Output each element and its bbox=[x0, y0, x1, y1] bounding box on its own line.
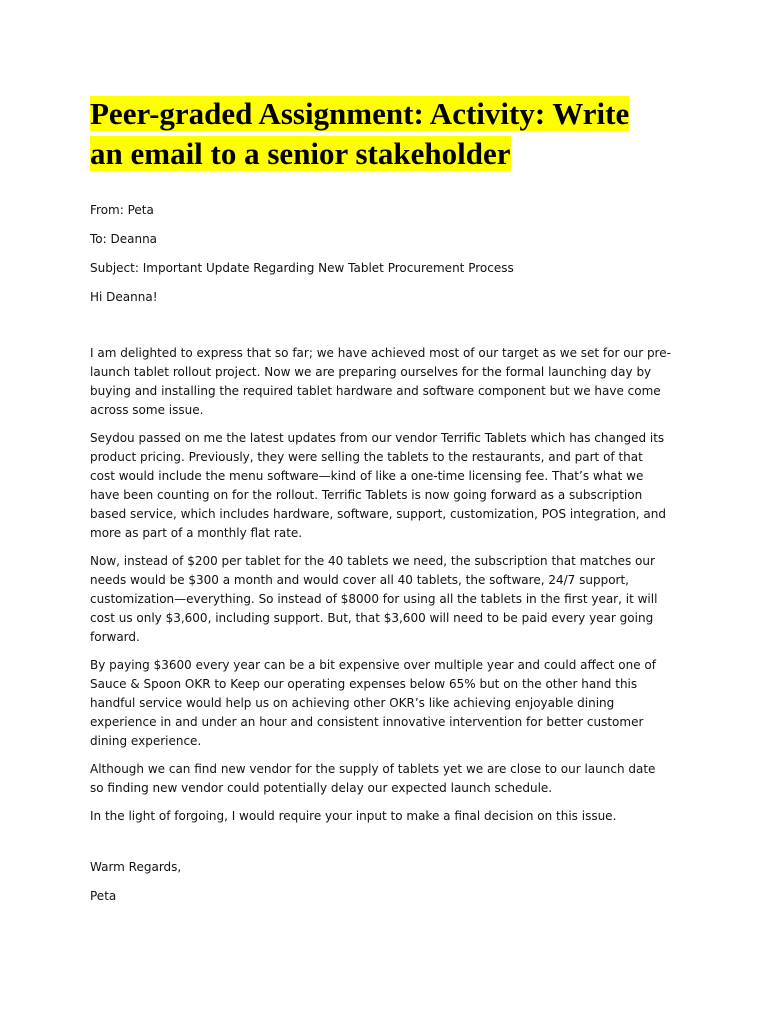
paragraph-5 bbox=[90, 760, 690, 798]
paragraph-2 bbox=[90, 429, 690, 543]
email-greeting: Hi Deanna! bbox=[90, 290, 158, 304]
email-to: To: Deanna bbox=[90, 232, 158, 246]
paragraph-line: By paying $3600 every year can be a bit expensive over multiple year and could affect one of bbox=[90, 658, 656, 672]
paragraph-line: dining experience. bbox=[90, 734, 202, 748]
paragraph-3 bbox=[90, 552, 690, 647]
paragraph-6 bbox=[90, 807, 690, 826]
paragraph-line: launch tablet rollout project. Now we are preparing ourselves for the formal launching day by bbox=[90, 365, 652, 379]
paragraph-line: customization—everything. So instead of $8000 for using all the tablets in the first year, it will bbox=[90, 592, 658, 606]
email-body bbox=[90, 201, 690, 906]
paragraph-line: cost would include the menu software—kind of like a one-time licensing fee. That’s what we bbox=[90, 469, 644, 483]
paragraph-line: so finding new vendor could potentially delay our expected launch schedule. bbox=[90, 781, 553, 795]
email-closing: Warm Regards, bbox=[90, 860, 182, 874]
title-line-1: Peer-graded Assignment: Activity: Write bbox=[90, 96, 630, 131]
paragraph-line: Although we can find new vendor for the supply of tablets yet we are close to our launch date bbox=[90, 762, 656, 776]
paragraph-line: across some issue. bbox=[90, 403, 204, 417]
paragraph-1 bbox=[90, 344, 690, 420]
paragraph-line: product pricing. Previously, they were selling the tablets to the restaurants, and part of that bbox=[90, 450, 643, 464]
paragraph-line: Seydou passed on me the latest updates from our vendor Terrific Tablets which has changed its bbox=[90, 431, 665, 445]
paragraph-line: more as part of a monthly flat rate. bbox=[90, 526, 303, 540]
email-subject: Subject: Important Update Regarding New Tablet Procurement Process bbox=[90, 261, 514, 275]
email-from: From: Peta bbox=[90, 203, 154, 217]
document-title bbox=[90, 94, 690, 174]
paragraph-4 bbox=[90, 656, 690, 751]
paragraph-line: forward. bbox=[90, 630, 140, 644]
paragraph-line: I am delighted to express that so far; we have achieved most of our target as we set for our pre- bbox=[90, 346, 671, 360]
paragraph-line: buying and installing the required tablet hardware and software component but we have come bbox=[90, 384, 661, 398]
paragraph-line: handful service would help us on achieving other OKR’s like achieving enjoyable dining bbox=[90, 696, 615, 710]
paragraph-line: needs would be $300 a month and would cover all 40 tablets, the software, 24/7 support, bbox=[90, 573, 629, 587]
paragraph-line: experience in and under an hour and consistent innovative intervention for better customer bbox=[90, 715, 644, 729]
paragraph-line: Now, instead of $200 per tablet for the 40 tablets we need, the subscription that matches our bbox=[90, 554, 655, 568]
paragraph-line: cost us only $3,600, including support. But, that $3,600 will need to be paid every year going bbox=[90, 611, 654, 625]
paragraph-line: based service, which includes hardware, software, support, customization, POS integration, and bbox=[90, 507, 667, 521]
document-page bbox=[90, 94, 690, 906]
email-signature: Peta bbox=[90, 889, 117, 903]
paragraph-line: have been counting on for the rollout. Terrific Tablets is now going forward as a subscription bbox=[90, 488, 643, 502]
paragraph-line: In the light of forgoing, I would require your input to make a final decision on this issue. bbox=[90, 809, 617, 823]
title-line-2: an email to a senior stakeholder bbox=[90, 136, 511, 171]
paragraph-line: Sauce & Spoon OKR to Keep our operating expenses below 65% but on the other hand this bbox=[90, 677, 638, 691]
